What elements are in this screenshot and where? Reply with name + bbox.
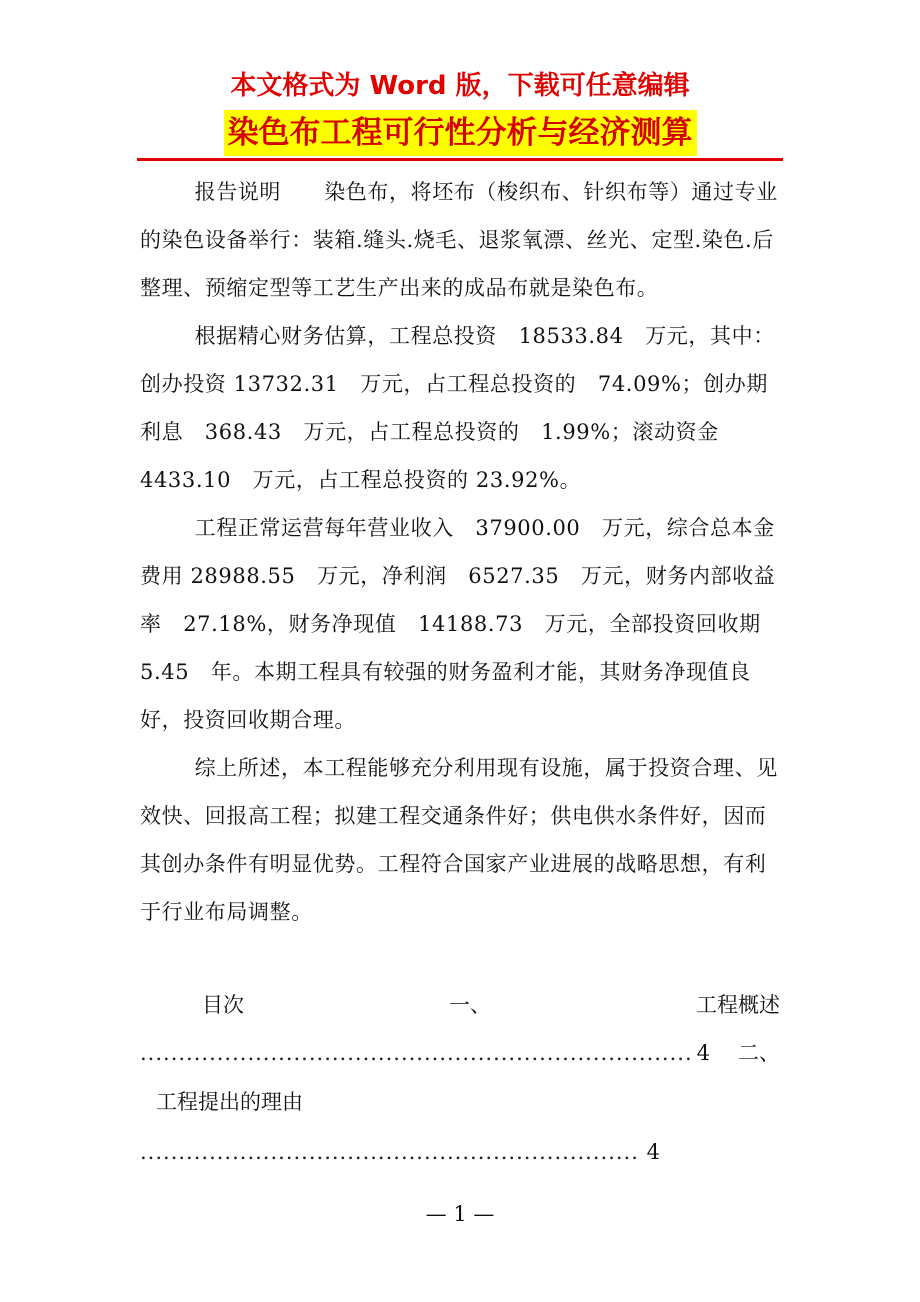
toc-leader-dots [140,1029,691,1077]
title-container [0,110,920,156]
paragraph-revenue: 工程正常运营每年营业收入 37900.00 万元，综合总本金费用 28988.55 万元，净利润 6527.35 万元，财务内部收益率 27.18%，财务净现值 14188.73 万元，全部投资回收期 5.45 年。本期工程具有较强的财务盈利才能，其财务净现值良好，投资回收期合理。 [140,516,783,732]
toc-item1-title: 工程概述 [696,993,780,1017]
format-banner: 本文格式为 Word 版，下载可任意编辑 [230,71,690,101]
toc-heading: 目次 [202,993,244,1017]
toc-heading-row [140,981,780,1029]
toc-item2-title-row [140,1078,780,1126]
toc-item2-title: 工程提出的理由 [156,1090,303,1114]
document-body [140,168,783,936]
toc-item2-leader-row [140,1128,660,1176]
toc-leader-dots [140,1128,641,1176]
toc-item1-leader-row [140,1029,780,1077]
title-divider [137,158,783,161]
toc-item1-number: 一、 [449,993,491,1017]
paragraph-conclusion: 综上所述，本工程能够充分利用现有设施，属于投资合理、见效快、回报高工程；拟建工程交通条件好；供电供水条件好，因而其创办条件有明显优势。工程符合国家产业进展的战略思想，有利于行业布局调整。 [140,756,778,924]
toc-item2-number: 二、 [738,1041,780,1065]
toc-item1-page: 4 [696,1041,710,1065]
paragraph-report-description: 报告说明 染色布，将坯布（梭织布、针织布等）通过专业的染色设备举行：装箱.缝头.烧毛、退浆氧漂、丝光、定型.染色.后整理、预缩定型等工艺生产出来的成品布就是染色布。 [140,180,778,300]
page-number: — 1 — [425,1202,495,1226]
document-title: 染色布工程可行性分析与经济测算 [224,110,697,156]
paragraph-investment: 根据精心财务估算，工程总投资 18533.84 万元，其中：创办投资 13732.31 万元，占工程总投资的 74.09%；创办期利息 368.43 万元，占工程总投资的 1.99%；滚动资金 4433.10 万元，占工程总投资的 23.92%。 [140,324,775,492]
toc-item2-page: 4 [646,1140,660,1164]
